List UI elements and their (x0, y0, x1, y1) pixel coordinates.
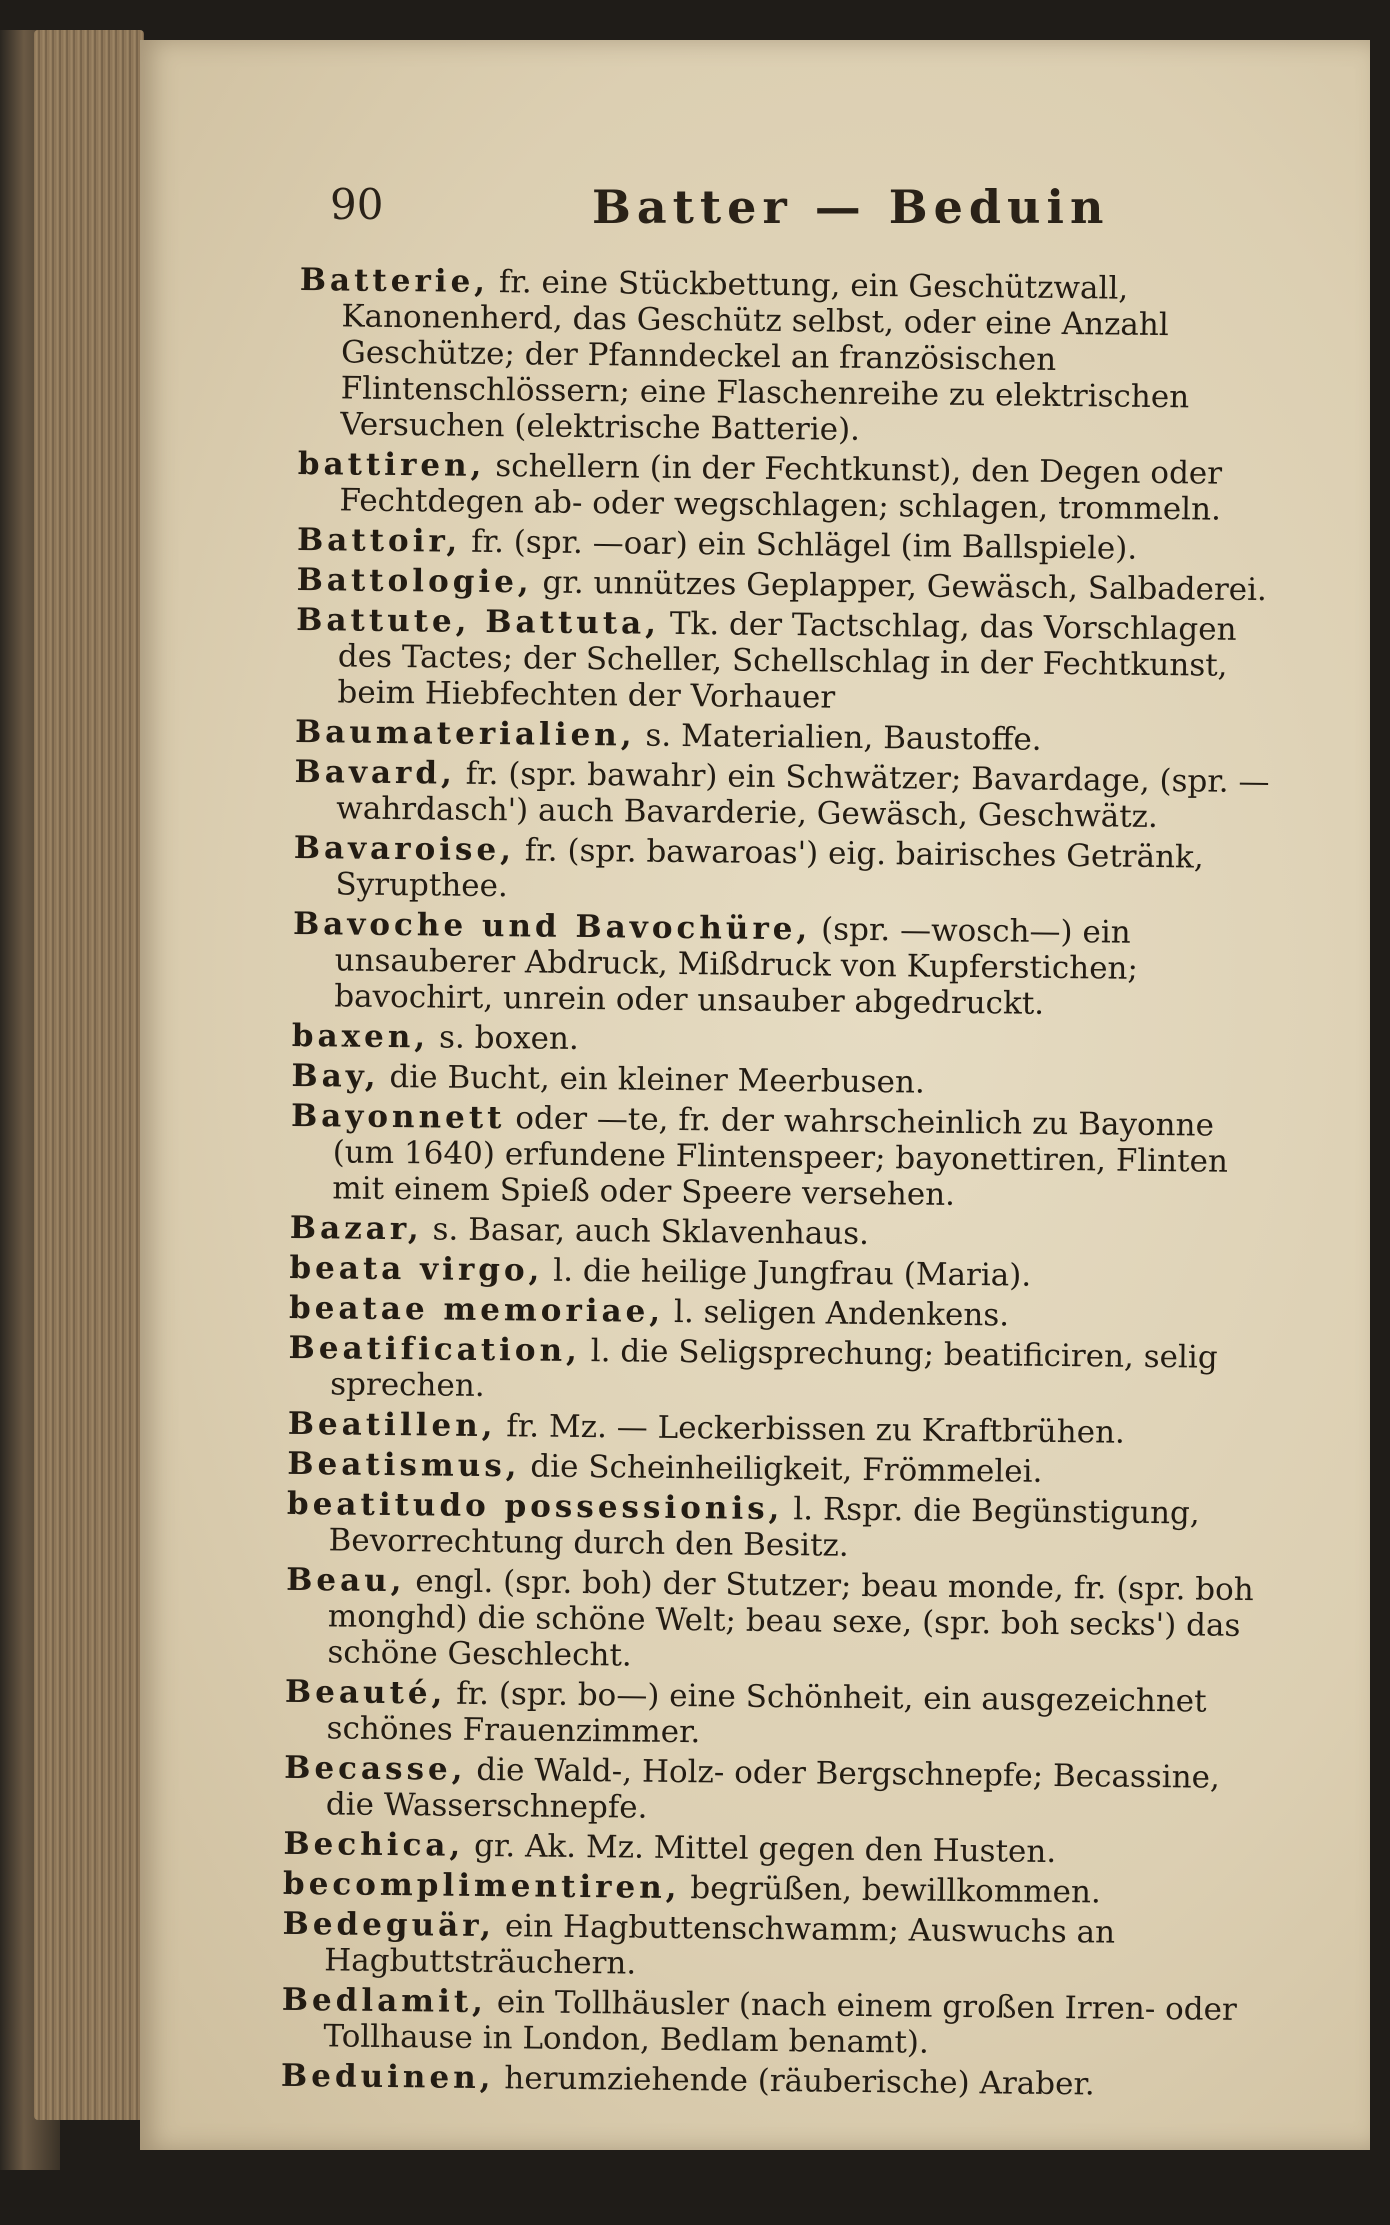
entry-definition: fr. eine Stückbettung, ein Geschützwall, Kanonenherd, das Geschütz selbst, oder eine Anzahl Geschütze; der Pfanndeckel an französischen Flintenschlössern; eine Flaschenreihe zu elektrischen Versuchen (elektrische Batterie). (340, 263, 1190, 448)
entry-definition: fr. (spr. bawaroas') eig. bairisches Getränk, Syrupthee. (335, 832, 1204, 905)
entry-definition: gr. unnützes Geplapper, Gewäsch, Salbaderei. (532, 564, 1268, 609)
entry-headword: Baumaterialien, (294, 713, 636, 754)
entry-headword: Bay, (291, 1057, 380, 1095)
dictionary-entry (282, 1906, 1273, 1988)
entry-headword: baxen, (291, 1017, 430, 1056)
dictionary-entry (285, 1562, 1276, 1680)
entry-headword: Becasse, (284, 1749, 467, 1788)
dictionary-entry (298, 262, 1290, 452)
entry-definition: fr. Mz. — Leckerbissen zu Kraftbrühen. (496, 1408, 1126, 1451)
dictionary-entry (292, 906, 1283, 1024)
entry-headword: Bedlamit, (281, 1981, 488, 2021)
dictionary-entry (288, 1406, 1278, 1452)
entry-headword: Bazar, (289, 1209, 423, 1248)
entry-definition: die Bucht, ein kleiner Meerbusen. (379, 1058, 925, 1101)
dictionary-entry (293, 830, 1284, 912)
dictionary-entry (295, 602, 1286, 720)
entry-definition: l. Rspr. die Begünstigung, Bevorrechtung durch den Besitz. (328, 1491, 1200, 1564)
entry-definition: s. boxen. (429, 1019, 580, 1057)
dictionary-entry (281, 1982, 1272, 2064)
entry-headword: Beatification, (288, 1329, 582, 1370)
entry-headword: Bayonnett (290, 1097, 506, 1137)
page-header (330, 180, 1230, 250)
entry-headword: Batterie, (299, 262, 490, 300)
entry-definition: engl. (spr. boh) der Stutzer; beau monde, fr. (spr. boh monghd) die schöne Welt; beau sexe, (spr. boh secks') das schöne Geschlecht. (327, 1563, 1254, 1674)
entry-definition: ein Tollhäusler (nach einem großen Irren- oder Tollhause in London, Bedlam benamt). (323, 1984, 1237, 2061)
entry-headword: Battute, Battuta, (296, 601, 661, 642)
dictionary-entry (289, 1250, 1279, 1296)
dictionary-entry (295, 714, 1285, 760)
entry-definition: l. die heilige Jungfrau (Maria). (543, 1252, 1032, 1294)
dictionary-entry (297, 446, 1288, 528)
entry-definition: fr. (spr. —oar) ein Schlägel (im Ballspiele). (461, 523, 1138, 567)
dictionary-entry (287, 1446, 1277, 1492)
entry-headword: Battologie, (296, 561, 533, 601)
entry-definition: die Scheinheiligkeit, Frömmelei. (520, 1448, 1043, 1490)
entry-definition: gr. Ak. Mz. Mittel gegen den Husten. (464, 1827, 1057, 1871)
entry-headword: Beatismus, (287, 1445, 521, 1485)
dictionary-entries (281, 262, 1290, 2108)
entry-headword: Bavard, (294, 753, 457, 792)
entry-definition: herumziehende (räuberische) Araber. (494, 2060, 1095, 2103)
entry-definition: ein Hagbuttenschwamm; Auswuchs an Hagbuttsträuchern. (324, 1908, 1116, 1982)
entry-headword: becomplimentiren, (282, 1865, 681, 1907)
entry-headword: beata virgo, (289, 1249, 544, 1289)
dictionary-entry (283, 1866, 1273, 1912)
dictionary-entry (289, 1290, 1279, 1336)
entry-definition: s. Basar, auch Sklavenhaus. (422, 1211, 870, 1253)
dictionary-entry (290, 1210, 1280, 1256)
entry-headword: beatae memoriae, (288, 1289, 665, 1330)
dictionary-entry (297, 522, 1287, 568)
dictionary-entry (291, 1058, 1281, 1104)
entry-definition: s. Materialien, Baustoffe. (635, 717, 1042, 758)
running-head: Batter — Beduin (592, 180, 1110, 234)
entry-definition: l. die Seligsprechung; beatificiren, selig sprechen. (330, 1333, 1218, 1404)
dictionary-entry (294, 754, 1285, 836)
entry-headword: Beatillen, (287, 1405, 497, 1445)
entry-headword: Beauté, (284, 1673, 447, 1712)
entry-definition: l. seligen Andenkens. (663, 1293, 1010, 1334)
entry-headword: Bedeguär, (282, 1905, 496, 1945)
dictionary-entry (283, 1826, 1273, 1872)
entry-headword: beatitudo possessionis, (286, 1485, 784, 1528)
entry-definition: fr. (spr. bawahr) ein Schwätzer; Bavardage, (spr. —wahrdasch') auch Bavarderie, Gewäsch, Geschwätz. (336, 755, 1270, 836)
dictionary-entry (286, 1486, 1277, 1568)
entry-headword: battiren, (297, 445, 486, 484)
entry-headword: Beau, (286, 1561, 406, 1600)
entry-definition: (spr. —wosch—) ein unsauberer Abdruck, Mißdruck von Kupferstichen; bavochirt, unrein oder unsauber abgedruckt. (334, 911, 1139, 1022)
entry-headword: Battoir, (296, 521, 462, 560)
dictionary-entry (284, 1750, 1275, 1832)
entry-definition: Tk. der Tactschlag, das Vorschlagen des Tactes; der Scheller, Schellschlag in der Fechtkunst, beim Hiebfechten der Vorhauer (337, 605, 1237, 716)
dictionary-entry (288, 1330, 1279, 1412)
dictionary-entry (281, 2058, 1271, 2104)
entry-headword: Bavaroise, (293, 829, 516, 869)
page-edges (34, 30, 144, 2120)
entry-headword: Beduinen, (280, 2057, 495, 2097)
entry-definition: oder —te, fr. der wahrscheinlich zu Bayonne (um 1640) erfundene Flintenspeer; bayonettiren, Flinten mit einem Spieß oder Speere versehen. (332, 1100, 1229, 1213)
page-number: 90 (330, 180, 384, 229)
entry-headword: Bavoche und Bavochüre, (292, 905, 812, 948)
entry-headword: Bechica, (283, 1825, 465, 1864)
entry-definition: die Wald-, Holz- oder Bergschnepfe; Becassine, die Wasserschnepfe. (325, 1751, 1221, 1826)
dictionary-entry (292, 1018, 1282, 1064)
dictionary-entry (290, 1098, 1281, 1216)
entry-definition: schellern (in der Fechtkunst), den Degen oder Fechtdegen ab- oder wegschlagen; schlagen, trommeln. (339, 447, 1223, 528)
entry-definition: begrüßen, bewillkommen. (680, 1870, 1101, 1911)
dictionary-entry (296, 562, 1286, 608)
entry-definition: fr. (spr. bo—) eine Schönheit, ein ausgezeichnet schönes Frauenzimmer. (326, 1675, 1207, 1751)
dictionary-entry (284, 1674, 1275, 1756)
